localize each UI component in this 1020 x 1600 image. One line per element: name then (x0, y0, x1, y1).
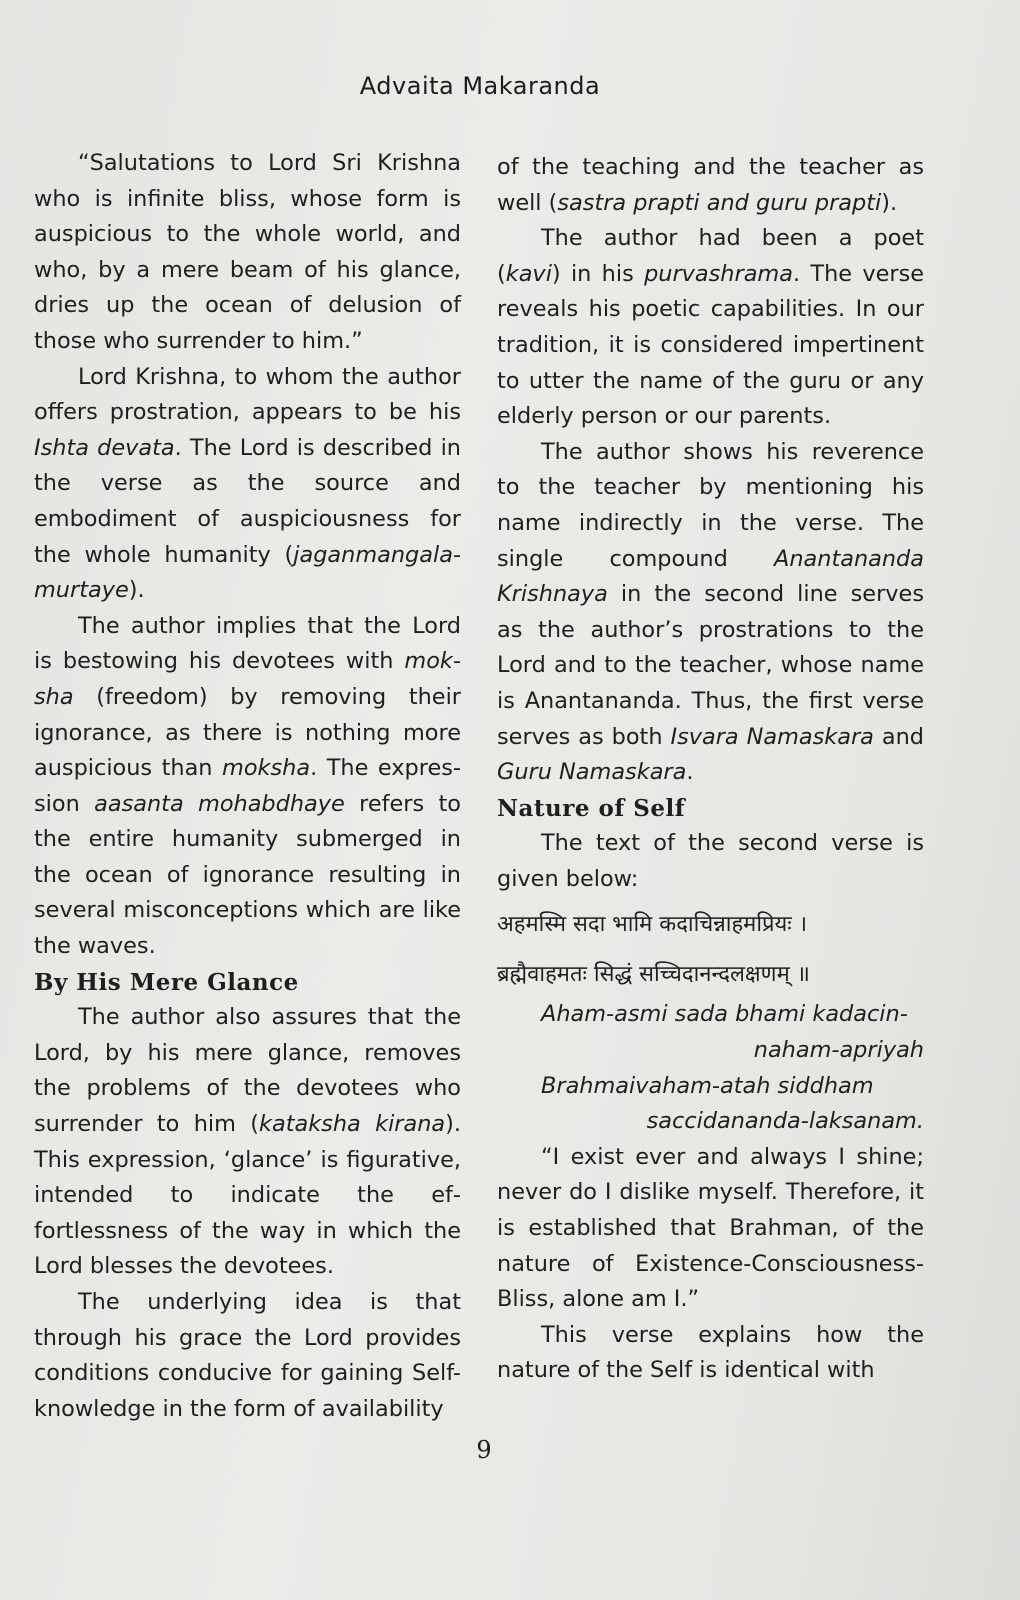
paragraph: The author implies that the Lord is bestowing his devotees with moksha (freedom) by removing their ignorance, as there is nothing more auspicious than moksha. The expression aasanta mohabdhaye refers to the entire humanity submerged in the ocean of ignorance resulting in several misconceptions which are like the waves. (34, 612, 461, 960)
transliteration (497, 997, 924, 1139)
sanskrit-term: jaganmangala-murtaye (34, 541, 461, 604)
paragraph: The text of the second verse is given below: (497, 830, 924, 892)
sanskrit-verse-line: अहमस्मि सदा भामि कदाचिन्नाहमप्रियः । (497, 912, 808, 938)
sanskrit-term: aasanta mohabdhaye (94, 790, 345, 817)
section-heading: By His Mere Glance (34, 968, 299, 996)
sanskrit-term: kataksha kirana (259, 1111, 446, 1138)
sanskrit-term: kavi (505, 260, 552, 287)
sanskrit-term: Anantananda Krishnaya (497, 545, 924, 608)
paragraph: Lord Krishna, to whom the author offers prostration, appears to be his Ishta devata. The Lord is described in the verse as the source and embodiment of auspiciousness for the whole humanity (jaganmangala-murtaye). (34, 363, 461, 604)
sanskrit-term: purvashrama (644, 260, 793, 287)
right-column (497, 150, 924, 1389)
sanskrit-term: Guru Namaskara (497, 759, 687, 786)
paragraph: The author shows his reverence to the teacher by mentioning his name indirectly in the verse. The single compound Anantananda Krishnaya in the second line serves as the author’s prostrations to the Lord and to the teacher, whose name is Anantananda. Thus, the first verse serves as both Isvara Namaskara and Guru Namaskara. (497, 438, 924, 786)
transliteration-line: Aham-asmi sada bhami kadacin- (541, 1001, 908, 1028)
paragraph: The author also assures that the Lord, by his mere glance, removes the problems of the devotees who surrender to him (kataksha kirana). This expression, ‘glance’ is figurative, intended to indicate the effortlessness of the way in which the Lord blesses the devotees. (34, 1004, 461, 1280)
paragraph: “Salutations to Lord Sri Krishna who is infinite bliss, whose form is auspicious to the whole world, and who, by a mere beam of his glance, dries up the ocean of delusion of those who surrender to him.” (34, 150, 461, 354)
paragraph: “I exist ever and always I shine; never do I dislike myself. Therefore, it is established that Brahman, of the nature of Existence-Consciousness-Bliss, alone am I.” (497, 1143, 924, 1313)
section-heading: Nature of Self (497, 794, 686, 822)
sanskrit-verse-line: ब्रह्मैवाहमतः सिद्धं सच्चिदानन्दलक्षणम् ॥ (497, 962, 810, 988)
paragraph: of the teaching and the teacher as well (sastra prapti and guru prapti). (497, 154, 924, 216)
sanskrit-term: Ishta devata (34, 434, 175, 461)
sanskrit-term: moksha (222, 755, 311, 782)
transliteration-line: naham-apriyah (753, 1037, 924, 1064)
paragraph: The underlying idea is that through his grace the Lord provides conditions conducive for gaining Self-knowledge in the form of availability (34, 1289, 461, 1422)
sanskrit-term: Isvara Namaskara (670, 723, 874, 750)
transliteration-line: Brahmaivaham-atah siddham (541, 1072, 874, 1099)
paragraph: This verse explains how the nature of the Self is identical with (497, 1321, 924, 1384)
sanskrit-term: sastra prapti and guru prapti (557, 189, 882, 216)
transliteration-line: saccidananda-laksanam. (646, 1108, 924, 1135)
sanskrit-term: moksha (34, 648, 461, 710)
paragraph: The author had been a poet (kavi) in his purvashrama. The verse reveals his poetic capabilities. In our tradition, it is considered impertinent to utter the name of the guru or any elderly person or our parents. (497, 225, 925, 430)
left-column (34, 146, 461, 1427)
running-head: Advaita Makaranda (359, 72, 601, 100)
page-number: 9 (476, 1436, 492, 1464)
